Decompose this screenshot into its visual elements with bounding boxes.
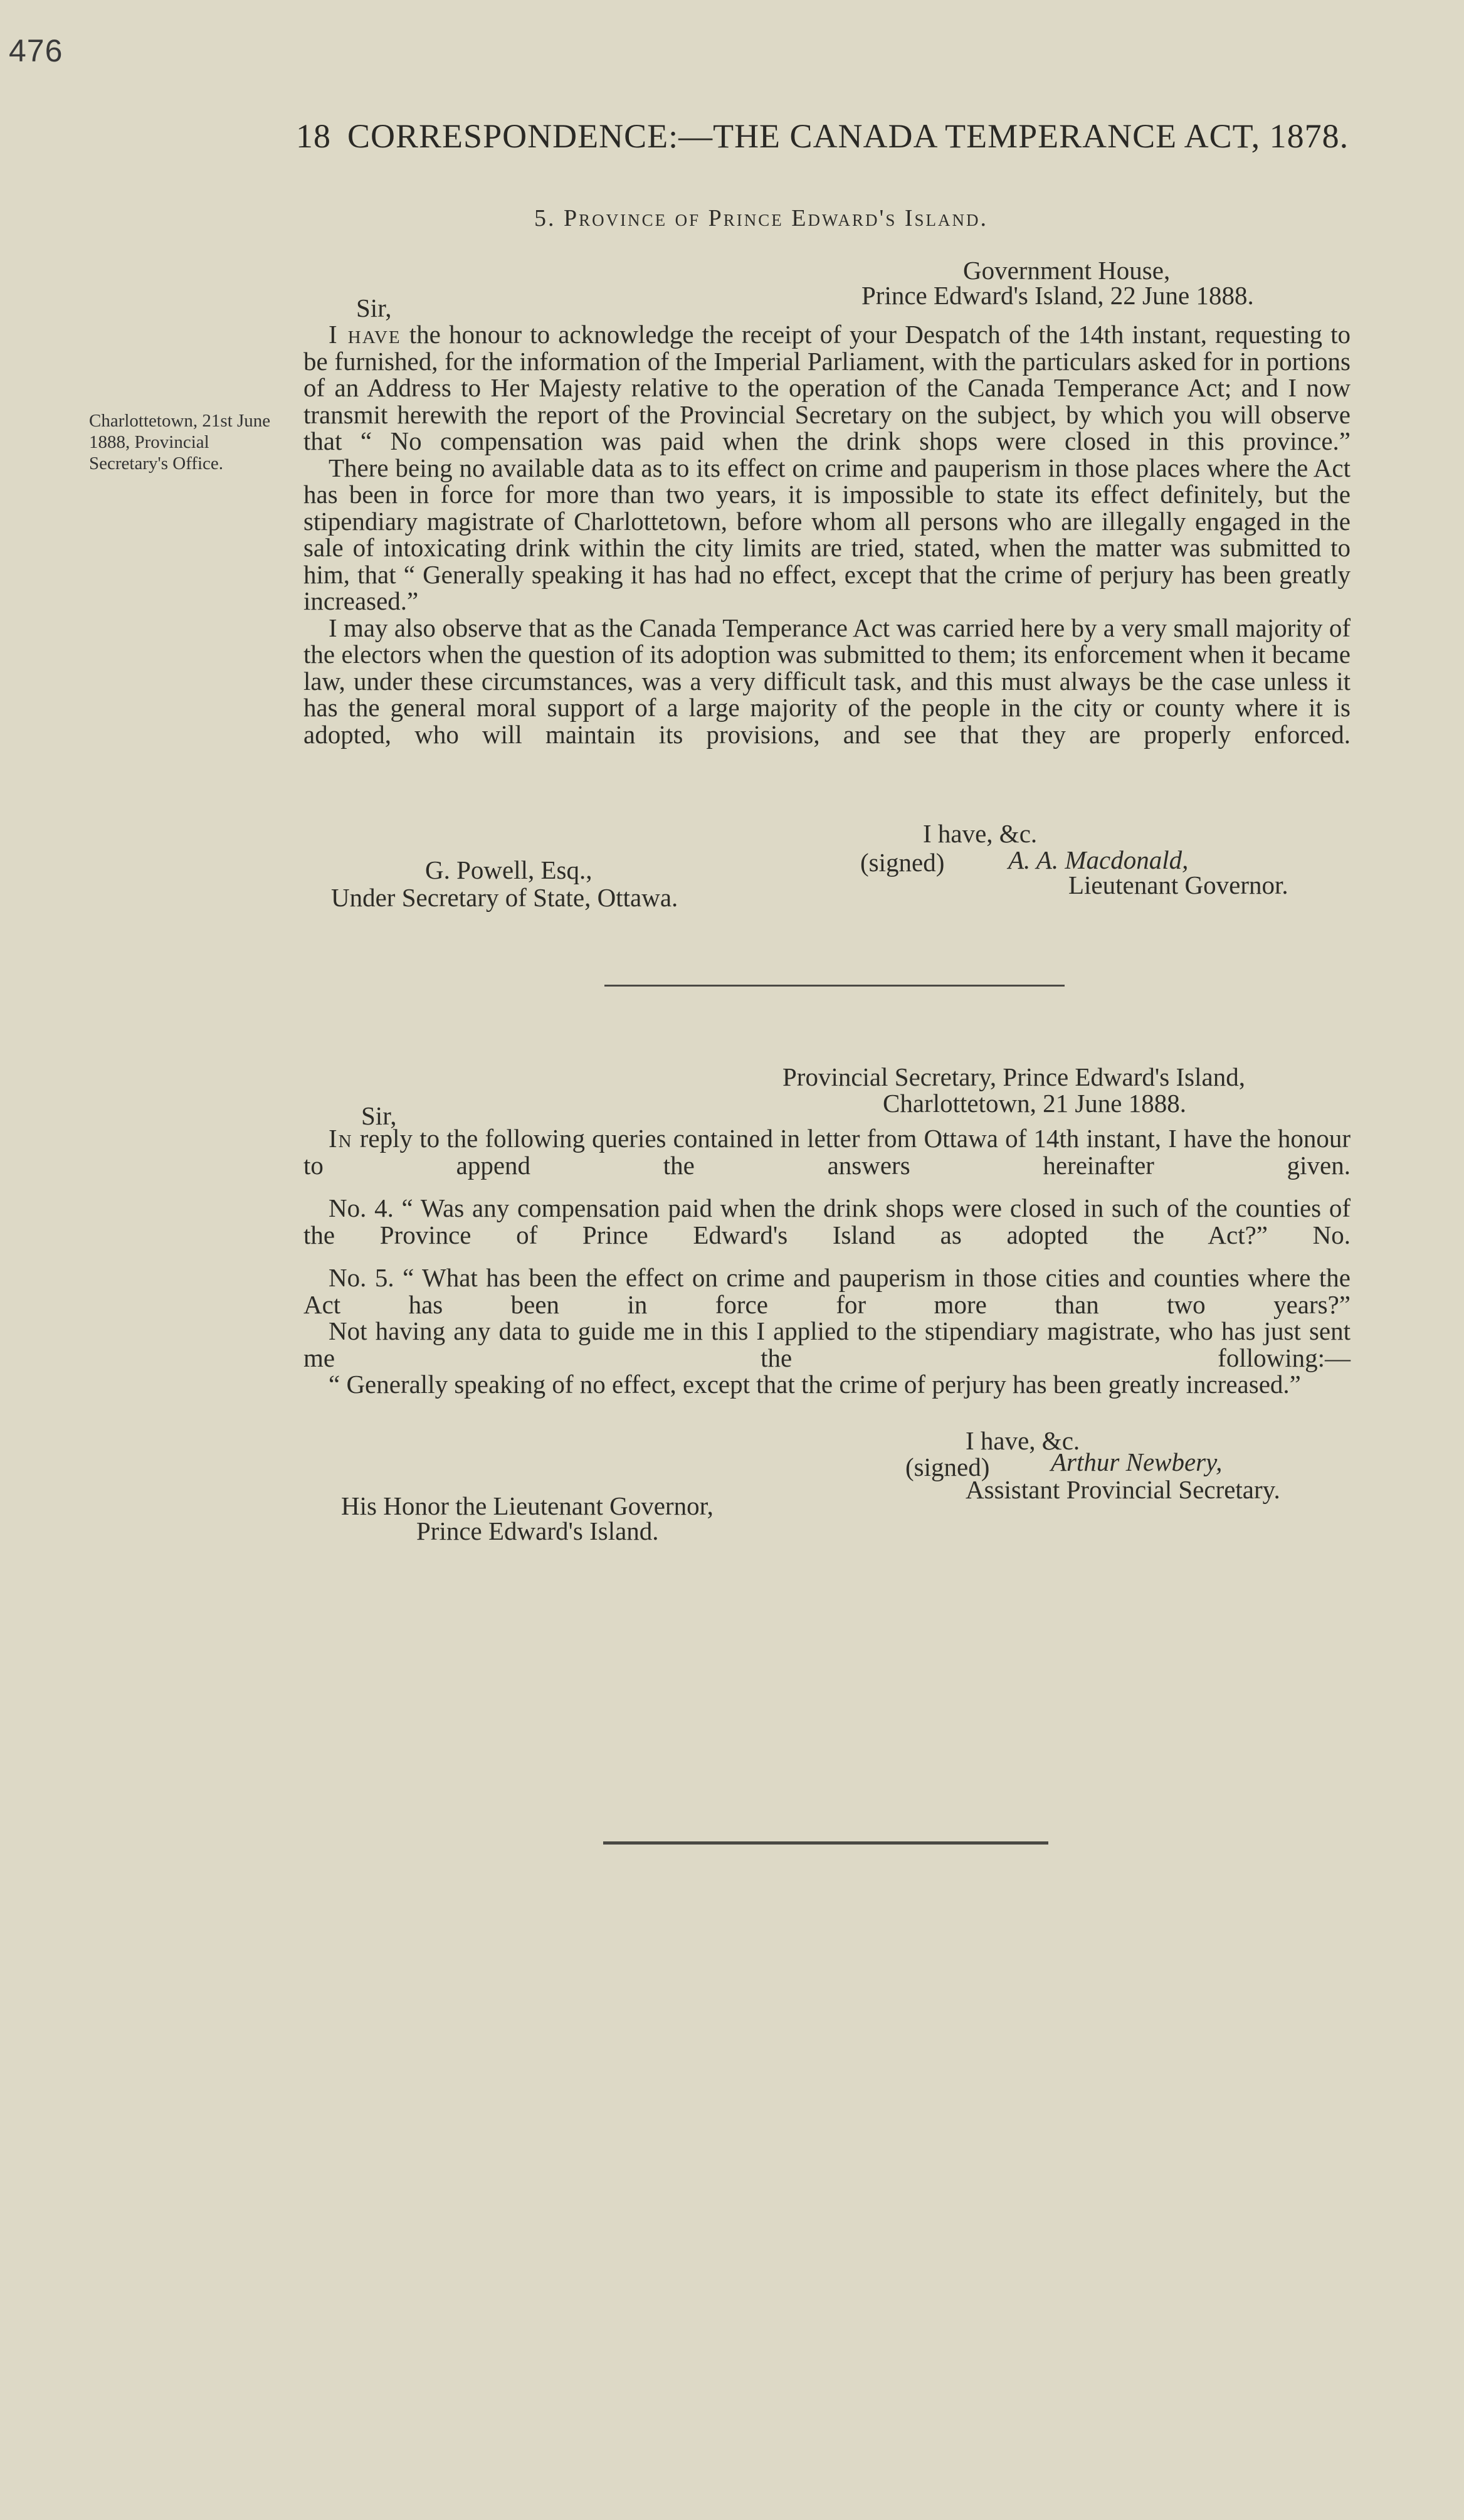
running-head-title: CORRESPONDENCE:—THE CANADA TEMPERANCE ACT, 1878. <box>347 117 1349 155</box>
letter1-place-date: Prince Edward's Island, 22 June 1888. <box>861 281 1254 310</box>
letter2-p1-lead: In <box>329 1124 353 1153</box>
letter1-place: Government House, <box>963 256 1171 285</box>
end-rule <box>603 1841 1048 1845</box>
letter1-paragraph-2: There being no available data as to its effect on crime and pauperism in those places where the Act has been in force for more than two years, it is impossible to state its effect definitely, but the stipendiary magistrate of Charlottetown, before whom all persons who are illegally engaged in the sale of intoxicating drink within the city limits are tried, stated, when the matter was submitted to him, that “ Generally speaking it has had no effect, except that the crime of perjury has been greatly increased.” <box>303 453 1351 615</box>
letter2-place-date: Charlottetown, 21 June 1888. <box>883 1089 1186 1118</box>
letter2-query-4: No. 4. “ Was any compensation paid when the drink shops were closed in such of the counties of the Province of Prince Edward's Island as adopted the Act?” No. <box>303 1194 1351 1249</box>
letter2-addressee-name: His Honor the Lieutenant Governor, <box>341 1491 714 1520</box>
letter1-addressee-name: G. Powell, Esq., <box>425 855 592 884</box>
letter1-p1-lead: I have <box>329 320 401 349</box>
letter2-paragraph-3: Not having any data to guide me in this I applied to the stipendiary magistrate, who has just sent me the following:— <box>303 1316 1351 1372</box>
marginal-note: Charlottetown, 21st June 1888, Provincial Secretary's Office. <box>89 411 271 474</box>
letter2-addressee-title: Prince Edward's Island. <box>416 1517 659 1545</box>
letter2-signatory: Arthur Newbery, <box>1051 1448 1223 1476</box>
running-head-page: 18 <box>296 117 331 155</box>
letter2-salutation: Sir, <box>361 1101 397 1130</box>
letter1-p1-rest: the honour to acknowledge the receipt of your Despatch of the 14th instant, requesting to be furnished, for the information of the Imperial Parliament, with the particulars asked for in portions of an Address to Her Majesty relative to the operation of the Canada Temperance Act; and I now transmit herewith the report of the Provincial Secretary on the subject, by which you will observe that “ No compensation was paid when the drink shops were closed in this province.” <box>303 320 1351 455</box>
letter1-signatory-title: Lieutenant Governor. <box>1068 871 1288 899</box>
letter2-query-5: No. 5. “ What has been the effect on crime and pauperism in those cities and counties where the Act has been in force for more than two years?” <box>303 1263 1351 1319</box>
letter1-closing: I have, &c. <box>923 819 1038 848</box>
letter2-body <box>303 1125 1351 1398</box>
letter2-signatory-title: Assistant Provincial Secretary. <box>966 1475 1280 1504</box>
letter1-salutation: Sir, <box>356 294 392 322</box>
letter2-paragraph-1 <box>303 1125 1351 1178</box>
running-head <box>296 117 1349 156</box>
letter1-signed: (signed) <box>860 848 945 877</box>
section-divider-rule <box>604 985 1065 987</box>
scan-page-number: 476 <box>9 33 63 68</box>
letter1-paragraph-3: I may also observe that as the Canada Temperance Act was carried here by a very small majority of the electors when the question of its adoption was submitted to them; its enforcement when it became law, under these circumstances, was a very difficult task, and this must always be the case unless it has the general moral support of a large majority of the people in the city or county where it is adopted, who will maintain its provisions, and see that they are properly enforced. <box>303 613 1351 749</box>
letter2-closing: I have, &c. <box>966 1426 1080 1455</box>
letter1-paragraph-1 <box>303 321 1351 455</box>
letter2-p1-rest: reply to the following queries contained in letter from Ottawa of 14th instant, I have the honour to append the answers hereinafter given. <box>303 1124 1351 1180</box>
letter2-paragraph-4: “ Generally speaking of no effect, except that the crime of perjury has been greatly increased.” <box>329 1370 1301 1399</box>
section-heading: 5. Province of Prince Edward's Island. <box>534 205 989 231</box>
letter1-body <box>303 321 1351 748</box>
letter1-signatory: A. A. Macdonald, <box>1008 845 1189 874</box>
letter2-signed: (signed) <box>905 1453 990 1481</box>
letter2-place: Provincial Secretary, Prince Edward's Island, <box>782 1062 1245 1091</box>
letter1-addressee-title: Under Secretary of State, Ottawa. <box>331 883 678 912</box>
